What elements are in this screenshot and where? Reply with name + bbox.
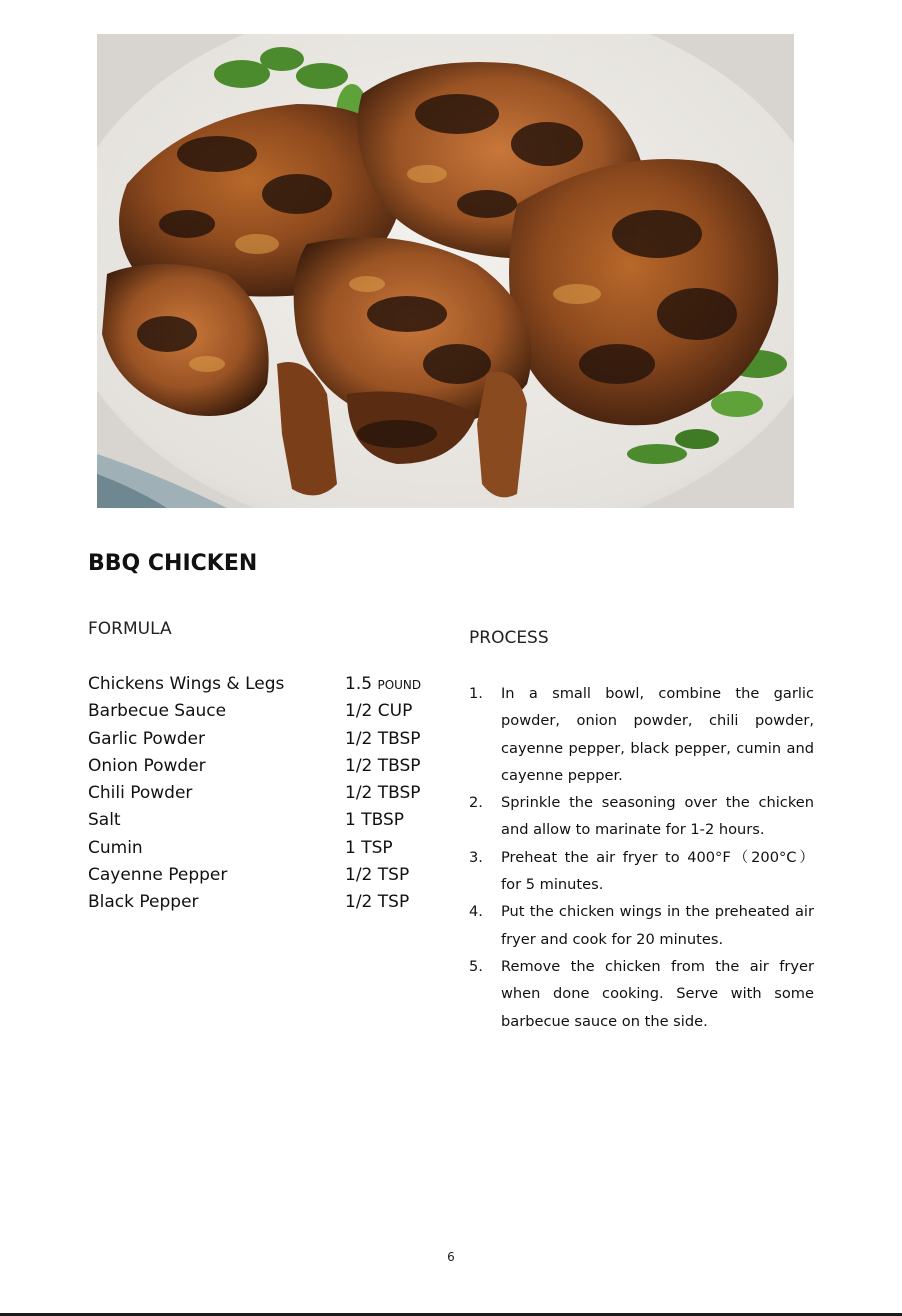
step-number: 5. xyxy=(469,957,483,975)
step-text: In a small bowl, combine the garlic powder, onion powder, chili powder, cayenne pepper, black pepper, cumin and cayenne pepper. xyxy=(501,685,814,784)
recipe-title: BBQ CHICKEN xyxy=(88,551,258,576)
ingredient-row xyxy=(88,780,438,807)
ingredient-row xyxy=(88,807,438,834)
recipe-photo xyxy=(97,34,794,508)
ingredient-unit: POUND xyxy=(377,678,422,692)
ingredient-list xyxy=(88,671,438,917)
ingredient-quantity: 1/2 TBSP xyxy=(345,728,421,749)
ingredient-name: Barbecue Sauce xyxy=(88,701,227,722)
step-text: Remove the chicken from the air fryer when done cooking. Serve with some barbecue sauce on the side. xyxy=(501,957,814,1030)
step-text: Sprinkle the seasoning over the chicken and allow to marinate for 1-2 hours. xyxy=(501,794,814,839)
ingredient-name: Salt xyxy=(88,810,121,831)
step-number: 3. xyxy=(469,848,483,866)
ingredient-quantity: 1/2 TSP xyxy=(345,892,410,913)
ingredient-row xyxy=(88,726,438,753)
formula-heading: FORMULA xyxy=(88,619,172,639)
ingredient-row xyxy=(88,835,438,862)
process-step xyxy=(469,844,814,899)
ingredient-row xyxy=(88,698,438,725)
ingredient-row xyxy=(88,889,438,916)
process-steps xyxy=(469,680,814,1035)
process-step xyxy=(469,680,814,789)
ingredient-quantity: 1.5 POUND xyxy=(345,674,422,694)
ingredient-row xyxy=(88,753,438,780)
ingredient-quantity: 1/2 TBSP xyxy=(345,783,421,804)
ingredient-row xyxy=(88,671,438,698)
step-text: Put the chicken wings in the preheated air fryer and cook for 20 minutes. xyxy=(501,903,814,948)
process-step xyxy=(469,789,814,844)
ingredient-row xyxy=(88,862,438,889)
step-text: Preheat the air fryer to 400°F（200°C） for 5 minutes. xyxy=(501,848,814,894)
step-number: 1. xyxy=(469,685,483,702)
page-number: 6 xyxy=(447,1250,455,1264)
ingredient-name: Chili Powder xyxy=(88,783,193,804)
process-heading: PROCESS xyxy=(469,628,549,648)
step-number: 4. xyxy=(469,903,483,921)
ingredient-name: Onion Powder xyxy=(88,755,206,776)
ingredient-quantity: 1 TSP xyxy=(345,837,393,858)
ingredient-quantity: 1/2 TSP xyxy=(345,865,410,886)
process-step xyxy=(469,898,814,953)
step-number: 2. xyxy=(469,794,483,812)
ingredient-name: Black Pepper xyxy=(88,892,199,913)
bbq-chicken-image xyxy=(97,34,794,508)
ingredient-quantity: 1/2 CUP xyxy=(345,701,413,722)
ingredient-quantity: 1 TBSP xyxy=(345,810,405,831)
ingredient-quantity: 1/2 TBSP xyxy=(345,755,421,776)
ingredient-name: Garlic Powder xyxy=(88,728,205,749)
process-step xyxy=(469,953,814,1035)
ingredient-name: Cayenne Pepper xyxy=(88,865,228,886)
ingredient-name: Cumin xyxy=(88,837,143,858)
ingredient-name: Chickens Wings & Legs xyxy=(88,674,285,694)
